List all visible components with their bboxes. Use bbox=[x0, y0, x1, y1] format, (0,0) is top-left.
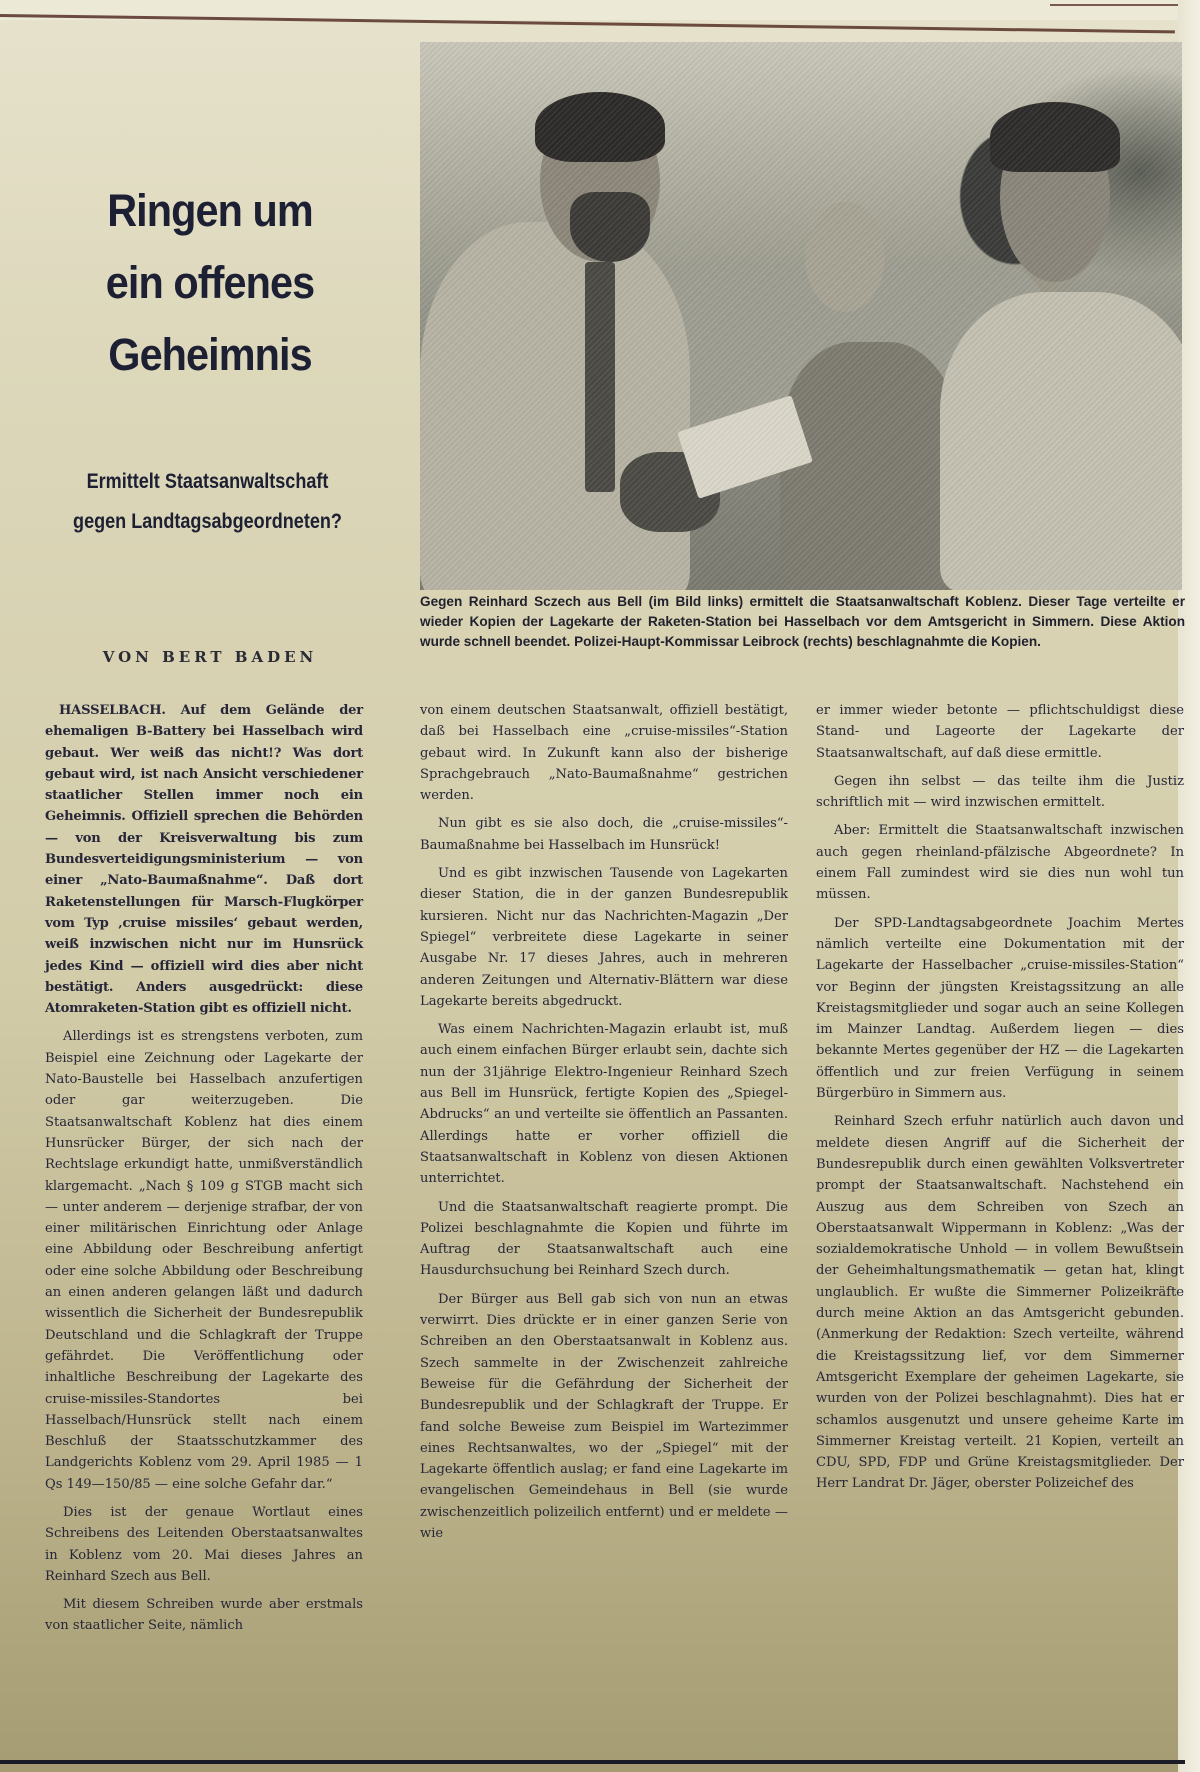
photo-hair-left bbox=[535, 92, 665, 162]
subheadline-line: gegen Landtagsabgeordneten? bbox=[73, 510, 342, 533]
photo-caption: Gegen Reinhard Sczech aus Bell (im Bild links) ermittelt die Staatsanwaltschaft Koblenz. Dieser Tage verteilte er wieder Kopien der Lagekarte der Raketen-Station bei Hasselbach vor dem Amtsgericht in Simmern. Diese Aktion wurde schnell beendet. Polizei-Haupt-Kommissar Leibrock (rechts) beschlagnahmte die Kopien. bbox=[420, 594, 1185, 649]
body-paragraph: Allerdings ist es strengstens verboten, zum Beispiel eine Zeichnung oder Lagekarte der Nato-Baustelle bei Hasselbach anzufertigen oder gar weiterzugeben. Die Staatsanwaltschaft Koblenz hat dies einem Hunsrücker Bürger, der sich nach der Rechtslage erkundigt hatte, unmißverständlich klargemacht. „Nach § 109 g STGB macht sich — unter anderem — derjenige strafbar, der von einer militärischen Einrichtung oder Anlage eine Abbildung oder Beschreibung anfertigt oder eine solche Abbildung oder Beschreibung an einen anderen gelangen läßt und dadurch wissentlich die Sicherheit der Bundesrepublik Deutschland und die Schlagkraft der Truppe gefährdet. Die Veröffentlichung oder inhaltliche Beschreibung der Lagekarte des cruise-missiles-Standortes bei Hasselbach/Hunsrück stellt nach einem Beschluß der Staatsschutzkammer des Landgerichts Koblenz vom 29. April 1985 — 1 Qs 149—150/85 — eine solche Gefahr dar.“ bbox=[45, 1029, 363, 1492]
photo-person-left bbox=[420, 222, 690, 590]
lead-paragraph bbox=[45, 700, 363, 1019]
photo-person-right bbox=[940, 292, 1182, 590]
photo-papers bbox=[677, 395, 813, 499]
body-paragraph: Und die Staatsanwaltschaft reagierte prompt. Die Polizei beschlagnahmte die Kopien und führte im Auftrag der Staatsanwaltschaft auch eine Hausdurchsuchung bei Reinhard Szech durch. bbox=[420, 1199, 788, 1279]
photo-person-middle bbox=[780, 342, 960, 590]
body-paragraph: Der SPD-Landtagsabgeordnete Joachim Mertes nämlich verteilte eine Dokumentation mit der Lagekarte der Hasselbacher „cruise-missiles-Station“ vor Beginn der jüngsten Kreistagssitzung an alle Kreistagsmitglieder und sogar auch an seine Kollegen im Mainzer Landtag. Außerdem liegen — dies bekannte Mertes gegenüber der HZ — die Lagekarten öffentlich und zur freien Verfügung in seinem Bürgerbüro in Simmern aus. bbox=[816, 915, 1184, 1102]
photo-tie bbox=[585, 262, 615, 492]
byline: VON BERT BADEN bbox=[102, 648, 318, 666]
photo-head-left bbox=[540, 102, 660, 262]
body-paragraph: von einem deutschen Staatsanwalt, offiziell bestätigt, daß bei Hasselbach eine „cruise-missiles“-Station gebaut wird. In Zukunft kann also der bisherige Sprachgebrauch „Nato-Baumaßnahme“ gestrichen werden. bbox=[420, 703, 788, 804]
photo-car bbox=[650, 262, 1050, 432]
body-paragraph: Nun gibt es sie also doch, die „cruise-missiles“-Baumaßnahme bei Hasselbach im Hunsrück! bbox=[420, 816, 788, 853]
article-column-3 bbox=[816, 700, 1184, 1502]
news-photo bbox=[420, 42, 1182, 590]
lead-text: Auf dem Gelände der ehemaligen B-Battery bei Hasselbach wird gebaut. Wer weiß das nicht!? Was dort gebaut wird, ist nach Ansicht verschiedener staatlicher Stellen immer noch ein Geheimnis. Offiziell sprechen die Behörden — von der Kreisverwaltung bis zum Bundesverteidigungsministerium — von einer „Nato-Baumaßnahme“. Daß dort Raketenstellungen für Marsch-Flugkörper vom Typ ‚cruise missiles‘ gebaut werden, weiß inzwischen nicht nur im Hunsrück jedes Kind — offiziell wird dies aber nicht bestätigt. Anders ausgedrückt: diese Atomraketen-Station gibt es offiziell nicht. bbox=[45, 703, 364, 1017]
body-paragraph: Was einem Nachrichten-Magazin erlaubt ist, muß auch einem einfachen Bürger erlaubt sein, dachte sich nun der 31jährige Elektro-Ingenieur Reinhard Szech aus Bell im Hunsrück, fertigte Kopien des „Spiegel-Abdrucks“ an und verteilte sie öffentlich an Passanten. Allerdings hatte er vorher offiziell die Staatsanwaltschaft in Koblenz von diesen Aktionen unterrichtet. bbox=[420, 1022, 788, 1187]
headline bbox=[72, 175, 348, 391]
body-paragraph: Der Bürger aus Bell gab sich von nun an etwas verwirrt. Dies drückte er in einer ganzen Serie von Schreiben an den Oberstaatsanwalt in Koblenz aus. Szech sammelte in der Zwischenzeit zahlreiche Beweise für die Gefährdung der Sicherheit der Bundesrepublik und der Schlagkraft der Truppe. Er fand solche Beweise zum Beispiel im Wartezimmer eines Rechtsanwaltes, wo der „Spiegel“ mit der Lagekarte öffentlich auslag; er fand eine Lagekarte im evangelischen Gemeindehaus in Bell (sie wurde zwischenzeitlich polizeilich entfernt) und er meldete — wie bbox=[420, 1291, 788, 1541]
article-column-1 bbox=[45, 700, 363, 1644]
photo-head-right bbox=[1000, 112, 1110, 282]
bottom-rule bbox=[0, 1760, 1185, 1764]
body-paragraph: Reinhard Szech erfuhr natürlich auch davon und meldete diesen Angriff auf die Sicherheit der Bundesrepublik durch einen gewählten Volksvertreter prompt der Staatsanwaltschaft. Nachstehend ein Auszug aus dem Schreiben von Szech an Oberstaatsanwalt Wippermann in Koblenz: „Was der sozialdemokratische Unhold — in vollem Bewußtsein der Geheimhaltungsmathematik — getan hat, klingt unglaublich. Er wußte die Simmerner Polizeikräfte durch meine Aktion an das Amtsgericht gebunden. (Anmerkung der Redaktion: Szech verteilte, während die Kreistagssitzung lief, vor dem Simmerner Amtsgericht Exemplare der geheimen Lagekarte, sie wurden von der Polizei beschlagnahmt). Dies hat er schamlos ausgenutzt und unsere geheime Karte im Simmerner Kreistag verteilt. 21 Kopien, verteilt an CDU, SPD, FDP und Grüne Kreistagsmitglieder. Der Herr Landrat Dr. Jäger, oberster Polizeichef des bbox=[816, 1114, 1184, 1492]
photo-head-middle bbox=[805, 202, 885, 312]
article-column-2 bbox=[420, 700, 788, 1551]
subheadline bbox=[68, 462, 348, 542]
body-paragraph: Aber: Ermittelt die Staatsanwaltschaft inzwischen auch gegen rheinland-pfälzische Abgeordnete? In einem Fall zumindest wird sie dies nun wohl tun müssen. bbox=[816, 823, 1184, 903]
headline-line: ein offenes bbox=[105, 257, 315, 308]
body-paragraph: er immer wieder betonte — pflichtschuldigst diese Stand- und Lageorte der Lagekarte der Staatsanwaltschaft, auf daß diese ermittle. bbox=[816, 703, 1184, 761]
body-paragraph: Und es gibt inzwischen Tausende von Lagekarten dieser Station, die in der ganzen Bundesrepublik kursieren. Nicht nur das Nachrichten-Magazin „Der Spiegel“ verbreitete diese Lagekarte in seiner Ausgabe Nr. 17 dieses Jahres, auch in mehreren anderen Zeitungen und Alternativ-Blättern war diese Lagekarte bereits abgedruckt. bbox=[420, 866, 788, 1009]
headline-line: Geheimnis bbox=[108, 329, 312, 380]
subheadline-line: Ermittelt Staatsanwaltschaft bbox=[86, 470, 329, 493]
body-paragraph: Gegen ihn selbst — das teilte ihm die Justiz schriftlich mit — wird inzwischen ermittelt. bbox=[816, 773, 1184, 811]
photo-beard-left bbox=[570, 192, 650, 262]
body-paragraph: Mit diesem Schreiben wurde aber erstmals von staatlicher Seite, nämlich bbox=[45, 1597, 363, 1634]
photo-hands bbox=[620, 452, 720, 532]
photo-hair-right bbox=[990, 102, 1120, 172]
headline-line: Ringen um bbox=[107, 185, 313, 236]
body-paragraph: Dies ist der genaue Wortlaut eines Schreibens des Leitenden Oberstaatsanwaltes in Koblenz vom 20. Mai dieses Jahres an Reinhard Szech aus Bell. bbox=[45, 1504, 363, 1584]
top-rule-short bbox=[1050, 4, 1180, 6]
dateline: HASSELBACH. bbox=[59, 703, 166, 718]
